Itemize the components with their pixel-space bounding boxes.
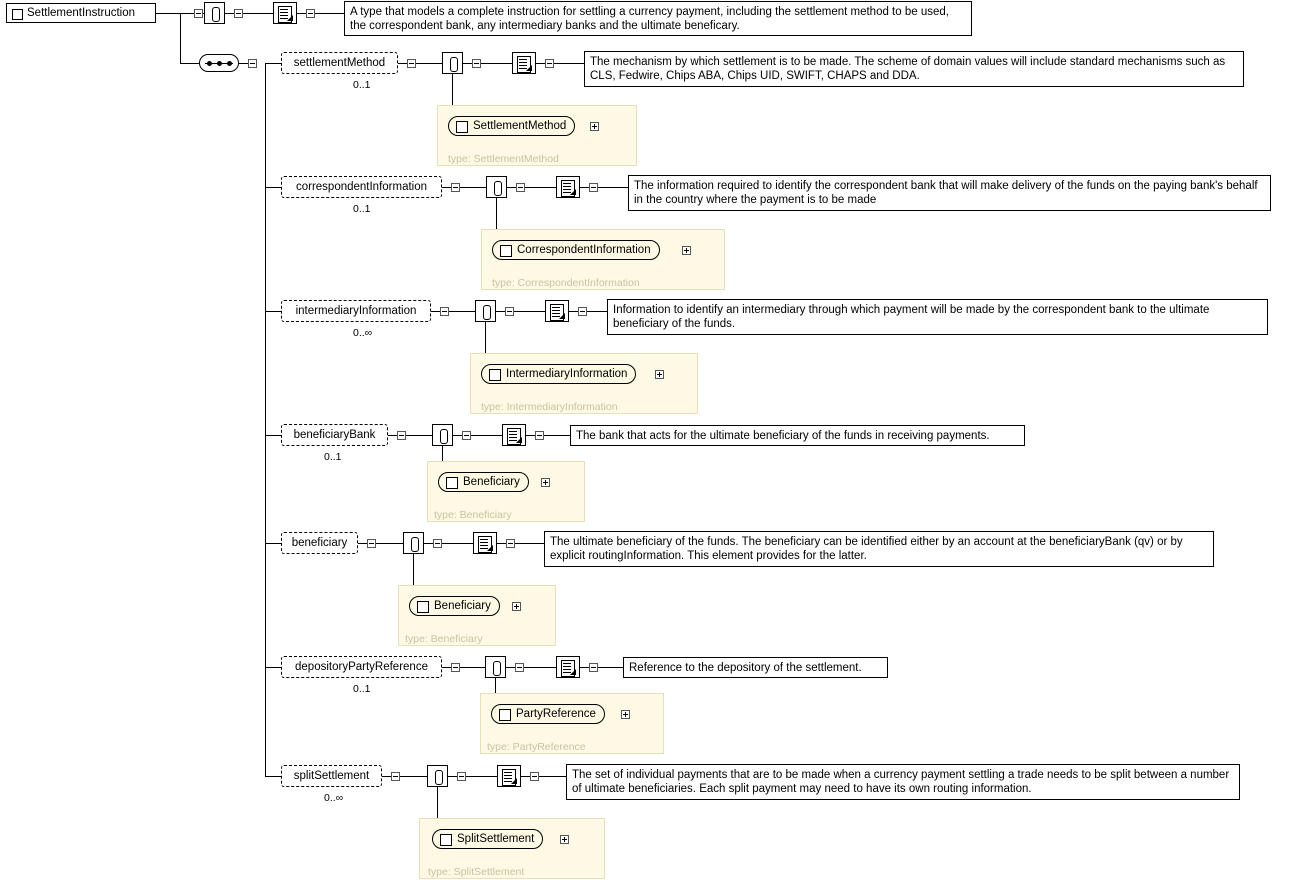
- documentation-box: The set of individual payments that are to be made when a currency payment settling a trade needs to be split between a number of ultimate beneficiaries. Each split payment may need to have its own routing information.: [566, 764, 1240, 800]
- sequence-dot: [227, 61, 232, 66]
- connector-line: [376, 543, 403, 544]
- collapse-toggle-doc[interactable]: [306, 9, 315, 18]
- type-block: [398, 585, 556, 646]
- connector-line: [497, 543, 506, 544]
- type-element-box[interactable]: [492, 240, 660, 260]
- element-square-icon: [440, 834, 452, 846]
- type-element-label: SplitSettlement: [457, 833, 535, 845]
- connector-line: [598, 187, 628, 188]
- documentation-box: Reference to the depository of the settlement.: [623, 657, 888, 678]
- element-square-icon: [12, 9, 23, 20]
- expand-plus-icon[interactable]: [560, 835, 569, 844]
- connector-line: [243, 13, 273, 14]
- element-box-splitSettlement[interactable]: [281, 765, 382, 787]
- element-label: settlementMethod: [293, 57, 386, 69]
- type-block: [427, 461, 585, 522]
- collapse-toggle-annotation[interactable]: [234, 9, 243, 18]
- connector-line: [448, 776, 457, 777]
- connector-line: [297, 13, 306, 14]
- annotation-icon: [442, 52, 463, 74]
- connector-line: [507, 187, 516, 188]
- element-square-icon: [489, 369, 501, 381]
- annotation-icon: [427, 765, 448, 787]
- element-box-depositoryPartyReference[interactable]: [281, 656, 442, 678]
- documentation-icon: [473, 532, 497, 554]
- connector-line: [265, 63, 281, 64]
- collapse-toggle[interactable]: [451, 183, 460, 192]
- element-square-icon: [446, 477, 458, 489]
- connector-line: [515, 543, 544, 544]
- expand-plus-icon[interactable]: [590, 122, 599, 131]
- element-box-beneficiaryBank[interactable]: [281, 424, 388, 446]
- connector-line: [524, 667, 556, 668]
- connector-line: [463, 63, 472, 64]
- collapse-toggle-doc[interactable]: [506, 539, 515, 548]
- cardinality-label: 0..1: [353, 203, 371, 215]
- element-square-icon: [500, 245, 512, 257]
- connector-line: [180, 63, 199, 64]
- cardinality-label: 0..1: [353, 683, 371, 695]
- connector-line: [506, 667, 515, 668]
- connector-line: [544, 435, 570, 436]
- collapse-toggle[interactable]: [407, 59, 416, 68]
- connector-line: [358, 543, 367, 544]
- sequence-compositor[interactable]: [199, 54, 239, 72]
- connector-line: [471, 435, 502, 436]
- document-fold-glyph: [511, 778, 517, 784]
- connector-line: [265, 311, 281, 312]
- documentation-icon: [556, 656, 580, 678]
- collapse-toggle-annotation[interactable]: [472, 59, 481, 68]
- element-label: beneficiaryBank: [293, 429, 376, 441]
- element-box-beneficiary[interactable]: [281, 532, 358, 554]
- connector-line: [156, 13, 194, 14]
- paperclip-glyph: [440, 429, 448, 444]
- connector-line: [442, 667, 451, 668]
- cardinality-label: 0..∞: [324, 792, 344, 804]
- annotation-icon: [485, 656, 506, 678]
- paperclip-glyph: [494, 181, 502, 196]
- paperclip-glyph: [493, 661, 501, 676]
- element-box-settlementMethod[interactable]: [281, 52, 398, 74]
- connector-line: [580, 667, 589, 668]
- documentation-box: Information to identify an intermediary through which payment will be made by the correspondent bank to the ultimate beneficiary of the funds.: [607, 299, 1268, 335]
- connector-line: [388, 435, 397, 436]
- document-fold-glyph: [570, 189, 576, 195]
- element-box-correspondentInformation[interactable]: [281, 176, 442, 198]
- connector-line: [460, 187, 486, 188]
- connector-line: [265, 776, 281, 777]
- connector-line: [526, 435, 535, 436]
- connector-line: [265, 435, 281, 436]
- connector-line: [398, 63, 407, 64]
- collapse-toggle-annotation[interactable]: [505, 307, 514, 316]
- collapse-toggle-annotation[interactable]: [462, 431, 471, 440]
- cardinality-label: 0..1: [353, 79, 371, 91]
- type-caption: type: PartyReference: [487, 741, 586, 753]
- type-caption: type: IntermediaryInformation: [481, 401, 618, 413]
- connector-line: [406, 435, 432, 436]
- connector-line: [400, 776, 427, 777]
- type-element-box[interactable]: [491, 704, 605, 724]
- type-caption: type: Beneficiary: [405, 633, 483, 645]
- type-caption: type: SplitSettlement: [428, 866, 525, 878]
- collapse-toggle-doc[interactable]: [589, 663, 598, 672]
- collapse-toggle-root[interactable]: [194, 9, 203, 18]
- paperclip-glyph: [212, 7, 220, 22]
- annotation-icon: [486, 176, 507, 198]
- collapse-toggle[interactable]: [397, 431, 406, 440]
- connector-line: [431, 311, 440, 312]
- collapse-toggle-annotation[interactable]: [457, 772, 466, 781]
- type-block: [437, 105, 637, 166]
- element-square-icon: [417, 601, 429, 613]
- connector-line: [460, 667, 485, 668]
- documentation-box: The bank that acts for the ultimate beneficiary of the funds in receiving payments.: [570, 425, 1025, 446]
- element-square-icon: [499, 709, 511, 721]
- expand-plus-icon[interactable]: [512, 602, 521, 611]
- annotation-icon: [403, 532, 424, 554]
- expand-plus-icon[interactable]: [541, 478, 550, 487]
- connector-line: [265, 543, 281, 544]
- type-block: [419, 818, 605, 879]
- connector-line: [265, 187, 281, 188]
- spine-line: [265, 63, 266, 776]
- documentation-icon: [502, 424, 526, 446]
- documentation-box: The ultimate beneficiary of the funds. The beneficiary can be identified either by an account at the beneficiaryBank (qv) or by explicit routingInformation. This element provides for the latter.: [544, 531, 1214, 567]
- type-element-box[interactable]: [438, 472, 529, 492]
- type-element-label: SettlementMethod: [473, 120, 567, 132]
- connector-line: [449, 311, 475, 312]
- annotation-icon: [475, 300, 496, 322]
- document-fold-glyph: [559, 313, 565, 319]
- connector-line: [442, 543, 473, 544]
- document-fold-glyph: [526, 65, 532, 71]
- connector-line: [554, 63, 584, 64]
- connector-line: [481, 63, 512, 64]
- document-fold-glyph: [487, 545, 493, 551]
- connector-line: [514, 311, 545, 312]
- connector-line: [382, 776, 391, 777]
- collapse-toggle-annotation[interactable]: [516, 183, 525, 192]
- connector-line: [521, 776, 530, 777]
- connector-line: [466, 776, 497, 777]
- connector-line: [569, 311, 578, 312]
- type-caption: type: Beneficiary: [434, 509, 512, 521]
- type-element-label: PartyReference: [516, 708, 596, 720]
- type-caption: type: CorrespondentInformation: [492, 277, 640, 289]
- connector-line: [525, 187, 556, 188]
- collapse-toggle-doc[interactable]: [578, 307, 587, 316]
- documentation-box: The information required to identify the correspondent bank that will make delivery of the funds on the paying bank's behalf in the country where the payment is to be made: [628, 175, 1271, 211]
- expand-plus-icon[interactable]: [682, 246, 691, 255]
- cardinality-label: 0..1: [324, 451, 342, 463]
- connector-line: [239, 63, 248, 64]
- element-label: correspondentInformation: [295, 181, 428, 193]
- connector-line: [315, 13, 344, 14]
- connector-line: [180, 13, 181, 63]
- connector-line: [442, 187, 451, 188]
- collapse-toggle-doc[interactable]: [545, 59, 554, 68]
- documentation-icon: [512, 52, 536, 74]
- connector-line: [265, 667, 281, 668]
- element-box-intermediaryInformation[interactable]: [281, 300, 431, 322]
- collapse-toggle-doc[interactable]: [589, 183, 598, 192]
- root-element-label: SettlementInstruction: [27, 7, 136, 19]
- annotation-icon: [204, 2, 225, 24]
- sequence-dot: [207, 61, 212, 66]
- type-element-box[interactable]: [481, 364, 636, 384]
- annotation-icon: [432, 424, 453, 446]
- type-element-box[interactable]: [448, 116, 575, 136]
- element-square-icon: [456, 121, 468, 133]
- documentation-icon: [273, 2, 297, 24]
- connector-line: [225, 13, 234, 14]
- type-block: [470, 353, 698, 414]
- connector-line: [580, 187, 589, 188]
- collapse-toggle[interactable]: [367, 539, 376, 548]
- type-element-label: Beneficiary: [434, 600, 491, 612]
- collapse-toggle[interactable]: [451, 663, 460, 672]
- type-element-box[interactable]: [409, 596, 500, 616]
- document-fold-glyph: [516, 437, 522, 443]
- connector-line: [536, 63, 545, 64]
- paperclip-glyph: [411, 537, 419, 552]
- root-element-box[interactable]: [6, 3, 156, 23]
- type-element-box[interactable]: [432, 829, 543, 849]
- documentation-box: The mechanism by which settlement is to be made. The scheme of domain values will include standard mechanisms such as CLS, Fedwire, Chips ABA, Chips UID, SWIFT, CHAPS and DDA.: [584, 51, 1244, 87]
- expand-plus-icon[interactable]: [621, 710, 630, 719]
- collapse-toggle-doc[interactable]: [530, 772, 539, 781]
- type-element-label: Beneficiary: [463, 476, 520, 488]
- paperclip-glyph: [435, 770, 443, 785]
- documentation-box-root: A type that models a complete instruction for settling a currency payment, including the settlement method to be used, the correspondent bank, any intermediary banks and the ultimate beneficary.: [344, 1, 972, 36]
- connector-line: [416, 63, 442, 64]
- collapse-toggle-annotation[interactable]: [515, 663, 524, 672]
- element-label: intermediaryInformation: [295, 305, 417, 317]
- expand-plus-icon[interactable]: [655, 370, 664, 379]
- connector-line: [598, 667, 623, 668]
- cardinality-label: 0..∞: [353, 327, 373, 339]
- document-fold-glyph: [570, 669, 576, 675]
- type-element-label: IntermediaryInformation: [506, 368, 628, 380]
- connector-line: [424, 543, 433, 544]
- documentation-icon: [545, 300, 569, 322]
- connector-line: [587, 311, 607, 312]
- element-label: beneficiary: [291, 537, 348, 549]
- connector-line: [496, 311, 505, 312]
- collapse-toggle-doc[interactable]: [535, 431, 544, 440]
- type-element-label: CorrespondentInformation: [517, 244, 651, 256]
- sequence-dot: [217, 61, 222, 66]
- type-block: [480, 693, 664, 754]
- paperclip-glyph: [450, 57, 458, 72]
- paperclip-glyph: [483, 305, 491, 320]
- collapse-toggle[interactable]: [440, 307, 449, 316]
- document-fold-glyph: [287, 15, 293, 21]
- connector-line: [539, 776, 566, 777]
- connector-line: [453, 435, 462, 436]
- element-label: depositoryPartyReference: [295, 661, 428, 673]
- collapse-toggle-annotation[interactable]: [433, 539, 442, 548]
- element-label: splitSettlement: [293, 770, 370, 782]
- documentation-icon: [497, 765, 521, 787]
- documentation-icon: [556, 176, 580, 198]
- type-caption: type: SettlementMethod: [448, 153, 559, 165]
- collapse-toggle-sequence[interactable]: [248, 59, 257, 68]
- type-block: [481, 229, 725, 290]
- collapse-toggle[interactable]: [391, 772, 400, 781]
